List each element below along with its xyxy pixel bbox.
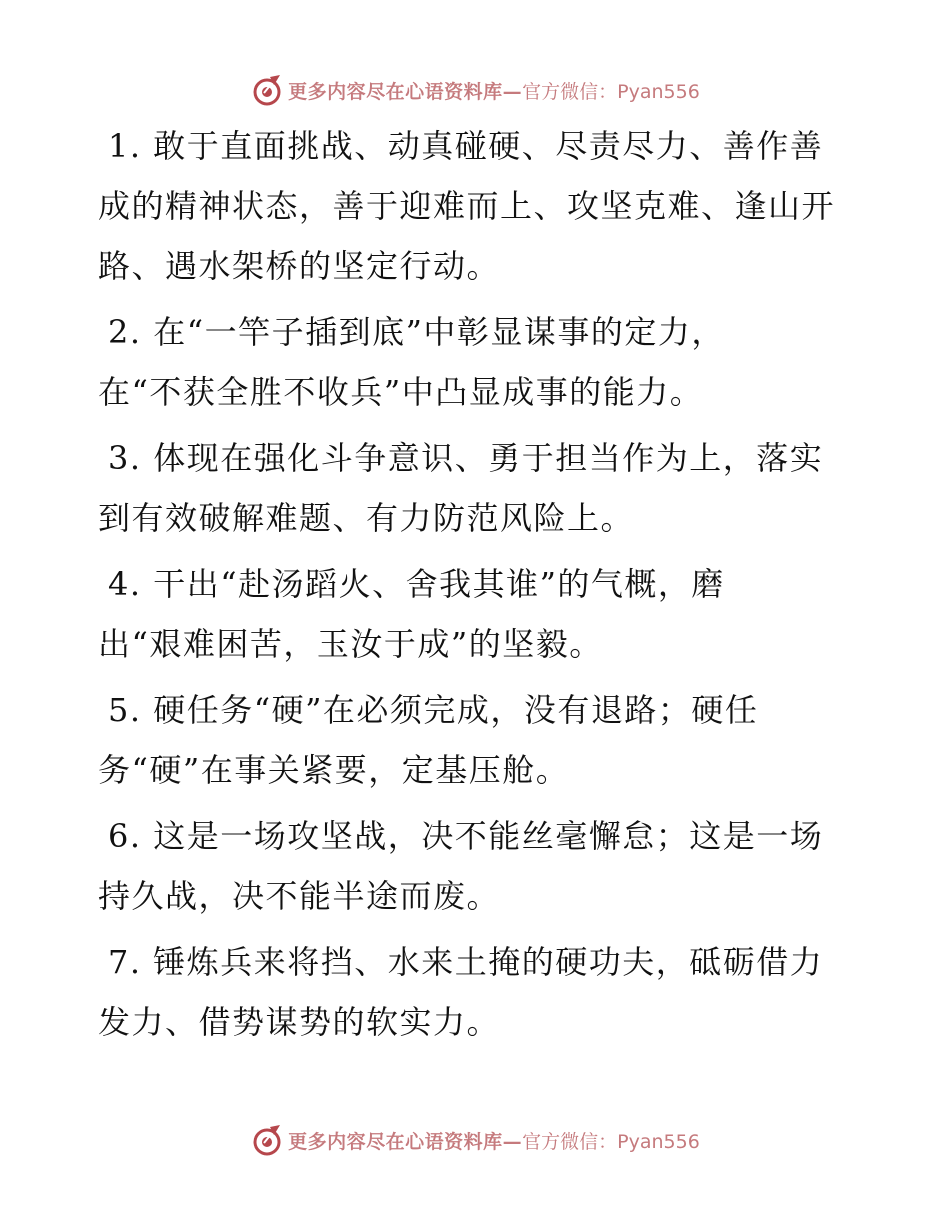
watermark-logo-icon xyxy=(250,73,284,107)
footer-watermark xyxy=(0,1120,950,1160)
list-item-line: 3. 体现在强化斗争意识、勇于担当作为上，落实 xyxy=(108,439,824,477)
list-item xyxy=(98,116,858,296)
list-item-line: 发力、借势谋势的软实力。 xyxy=(98,1003,501,1041)
list-item xyxy=(98,428,858,548)
watermark-wechat: 官方微信：Pyan556 xyxy=(522,80,700,103)
list-item-line: 5. 硬任务“硬”在必须完成，没有退路；硬任 xyxy=(108,691,759,729)
list-item xyxy=(98,302,858,422)
list-item xyxy=(98,680,858,800)
list-item-line: 2. 在“一竿子插到底”中彰显谋事的定力， xyxy=(108,313,725,351)
watermark-wechat: 官方微信：Pyan556 xyxy=(522,1130,700,1153)
document-body xyxy=(98,116,858,1058)
list-item-line: 路、遇水架桥的坚定行动。 xyxy=(98,247,501,285)
watermark-text: 更多内容尽在心语资料库— xyxy=(288,1130,523,1153)
watermark-text: 更多内容尽在心语资料库— xyxy=(288,80,523,103)
list-item-line: 到有效破解难题、有力防范风险上。 xyxy=(98,499,635,537)
list-item-line: 出“艰难困苦，玉汝于成”的坚毅。 xyxy=(98,625,603,663)
list-item xyxy=(98,554,858,674)
list-item-line: 4. 干出“赴汤蹈火、舍我其谁”的气概，磨 xyxy=(108,565,725,603)
list-item-line: 持久战，决不能半途而废。 xyxy=(98,877,501,915)
list-item-line: 6. 这是一场攻坚战，决不能丝毫懈怠；这是一场 xyxy=(108,817,824,855)
watermark-logo-icon xyxy=(250,1123,284,1157)
list-item-line: 7. 锤炼兵来将挡、水来土掩的硬功夫，砥砺借力 xyxy=(108,943,824,981)
list-item-line: 1. 敢于直面挑战、动真碰硬、尽责尽力、善作善 xyxy=(108,127,824,165)
header-watermark xyxy=(0,70,950,110)
list-item-line: 在“不获全胜不收兵”中凸显成事的能力。 xyxy=(98,373,704,411)
list-item-line: 成的精神状态，善于迎难而上、攻坚克难、逢山开 xyxy=(98,187,836,225)
list-item-line: 务“硬”在事关紧要，定基压舱。 xyxy=(98,751,570,789)
list-item xyxy=(98,806,858,926)
list-item xyxy=(98,932,858,1052)
